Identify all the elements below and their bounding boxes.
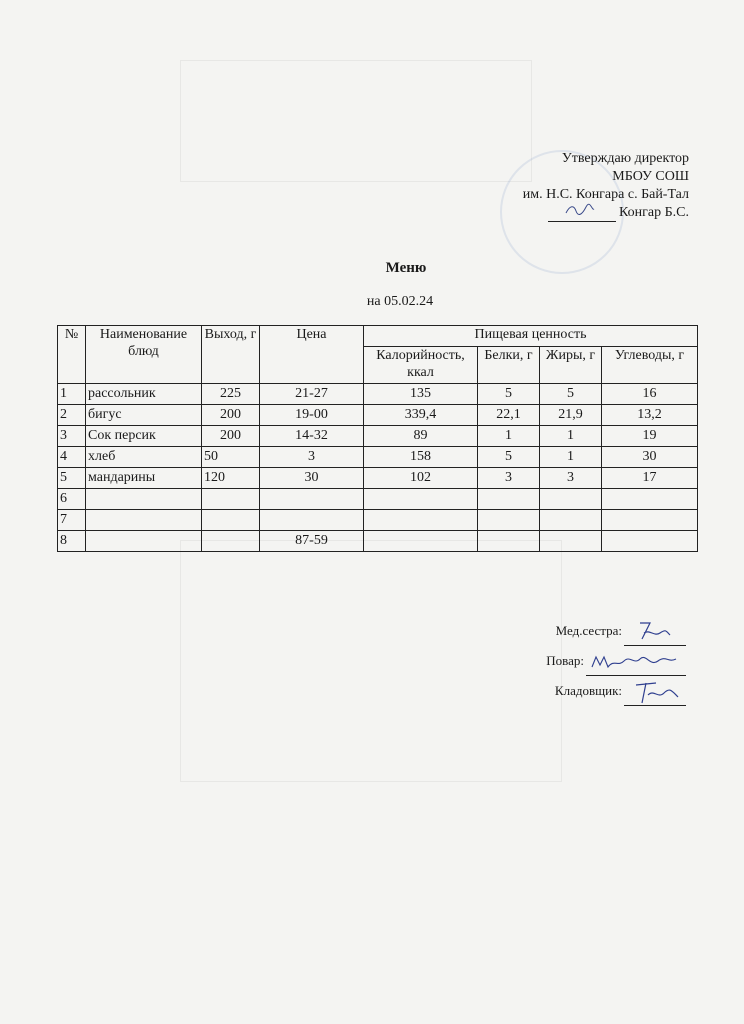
cell-calories: 89 xyxy=(364,426,478,447)
cell-protein xyxy=(478,531,540,552)
cell-carbs xyxy=(602,531,698,552)
cell-fat xyxy=(540,510,602,531)
cell-protein: 1 xyxy=(478,426,540,447)
approval-line-1: Утверждаю директор xyxy=(561,151,689,166)
cell-carbs xyxy=(602,510,698,531)
director-signature xyxy=(548,201,608,219)
cell-protein: 22,1 xyxy=(478,405,540,426)
table-row xyxy=(58,384,698,405)
cell-name: мандарины xyxy=(86,468,202,489)
cell-fat xyxy=(540,531,602,552)
director-name: Конгар Б.С. xyxy=(619,205,689,220)
cell-calories: 158 xyxy=(364,447,478,468)
cell-name: Сок персик xyxy=(86,426,202,447)
cell-name: хлеб xyxy=(86,447,202,468)
header-row xyxy=(58,326,698,347)
cell-protein xyxy=(478,510,540,531)
approval-line-3: им. Н.С. Конгара с. Бай-Тал xyxy=(522,187,689,202)
cell-protein xyxy=(478,489,540,510)
cell-price: 30 xyxy=(260,468,364,489)
cell-carbs: 30 xyxy=(602,447,698,468)
cell-num: 3 xyxy=(58,426,86,447)
cell-num: 1 xyxy=(58,384,86,405)
cell-num: 5 xyxy=(58,468,86,489)
header-num: № xyxy=(58,326,86,384)
cell-calories xyxy=(364,510,478,531)
cook-label: Повар: xyxy=(546,653,584,668)
cell-price: 3 xyxy=(260,447,364,468)
bleed-through-grid xyxy=(180,540,562,782)
director-signature-line xyxy=(548,207,616,222)
menu-date: на 05.02.24 xyxy=(366,294,434,309)
storekeeper-signature-row xyxy=(546,676,686,706)
cell-num: 4 xyxy=(58,447,86,468)
table-row xyxy=(58,447,698,468)
cell-carbs: 19 xyxy=(602,426,698,447)
cell-num: 6 xyxy=(58,489,86,510)
cell-price xyxy=(260,489,364,510)
storekeeper-signature xyxy=(626,679,682,707)
storekeeper-label: Кладовщик: xyxy=(554,683,622,698)
cell-carbs: 13,2 xyxy=(602,405,698,426)
nurse-label: Мед.сестра: xyxy=(555,623,622,638)
cell-yield: 120 xyxy=(202,468,260,489)
approval-line-2: МБОУ СОШ xyxy=(612,169,689,184)
cell-fat: 1 xyxy=(540,426,602,447)
header-price: Цена xyxy=(260,326,364,384)
header-protein: Белки, г xyxy=(478,347,540,384)
table-row xyxy=(58,531,698,552)
cell-yield xyxy=(202,510,260,531)
cell-calories xyxy=(364,531,478,552)
cell-fat: 1 xyxy=(540,447,602,468)
header-yield: Выход, г xyxy=(202,326,260,384)
cell-yield: 50 xyxy=(202,447,260,468)
cell-protein: 3 xyxy=(478,468,540,489)
header-carbs: Углеводы, г xyxy=(602,347,698,384)
nurse-signature-row xyxy=(546,616,686,646)
table-row xyxy=(58,510,698,531)
cell-carbs: 17 xyxy=(602,468,698,489)
menu-table xyxy=(57,325,698,552)
table-row xyxy=(58,405,698,426)
storekeeper-signature-line xyxy=(624,689,686,706)
nurse-signature xyxy=(626,619,676,645)
page-title: Меню xyxy=(385,260,427,276)
cell-fat: 21,9 xyxy=(540,405,602,426)
cell-name xyxy=(86,531,202,552)
cell-calories: 339,4 xyxy=(364,405,478,426)
cell-yield: 200 xyxy=(202,426,260,447)
signature-block xyxy=(546,616,686,706)
cell-name xyxy=(86,489,202,510)
cell-carbs xyxy=(602,489,698,510)
cell-protein: 5 xyxy=(478,384,540,405)
cell-num: 8 xyxy=(58,531,86,552)
cook-signature-row xyxy=(546,646,686,676)
header-calories: Калорийность, ккал xyxy=(364,347,478,384)
cell-carbs: 16 xyxy=(602,384,698,405)
cell-fat: 3 xyxy=(540,468,602,489)
cell-calories: 135 xyxy=(364,384,478,405)
cell-yield xyxy=(202,531,260,552)
cell-name: рассольник xyxy=(86,384,202,405)
cell-protein: 5 xyxy=(478,447,540,468)
header-nutrition: Пищевая ценность xyxy=(364,326,698,347)
table-row xyxy=(58,468,698,489)
cell-calories xyxy=(364,489,478,510)
cell-num: 2 xyxy=(58,405,86,426)
header-fat: Жиры, г xyxy=(540,347,602,384)
cell-yield xyxy=(202,489,260,510)
bleed-through-grid xyxy=(180,60,532,182)
cook-signature-line xyxy=(586,659,686,676)
cell-price: 21-27 xyxy=(260,384,364,405)
cell-price xyxy=(260,510,364,531)
cell-num: 7 xyxy=(58,510,86,531)
approval-line-4 xyxy=(523,204,689,222)
table-row xyxy=(58,426,698,447)
cell-price-total: 87-59 xyxy=(260,531,364,552)
cell-price: 19-00 xyxy=(260,405,364,426)
header-name: Наименование блюд xyxy=(86,326,202,384)
cell-name xyxy=(86,510,202,531)
cook-signature xyxy=(588,649,684,675)
nurse-signature-line xyxy=(624,629,686,646)
cell-price: 14-32 xyxy=(260,426,364,447)
cell-fat: 5 xyxy=(540,384,602,405)
cell-yield: 200 xyxy=(202,405,260,426)
cell-fat xyxy=(540,489,602,510)
table-row xyxy=(58,489,698,510)
cell-calories: 102 xyxy=(364,468,478,489)
cell-name: бигус xyxy=(86,405,202,426)
cell-yield: 225 xyxy=(202,384,260,405)
approval-block xyxy=(523,150,689,222)
